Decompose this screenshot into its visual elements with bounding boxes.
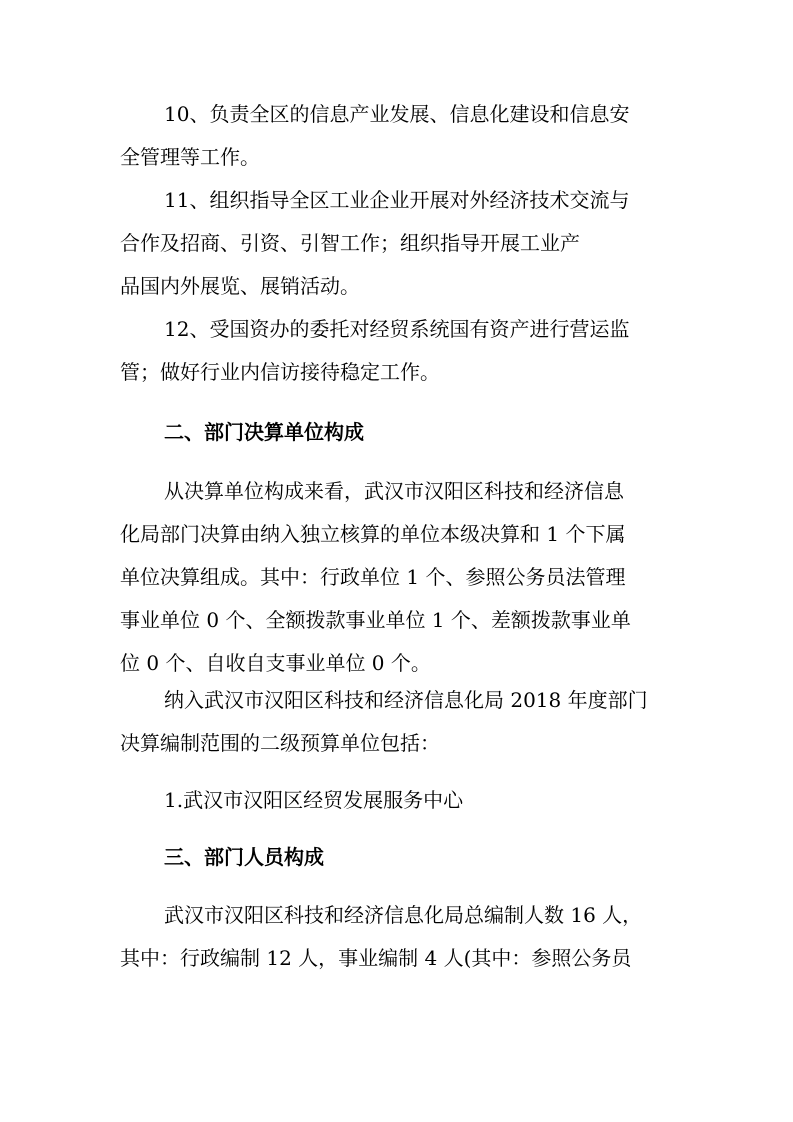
- section-2-heading: 二、部门决算单位构成: [164, 420, 364, 444]
- item-12-line-2: 管；做好行业内信访接待稳定工作。: [120, 360, 440, 384]
- section-2-list-item-1: 1.武汉市汉阳区经贸发展服务中心: [164, 788, 464, 812]
- section-3-para-1-line-2: 其中：行政编制 12 人，事业编制 4 人(其中：参照公务员: [120, 946, 632, 970]
- item-11-line-3: 品国内外展览、展销活动。: [120, 274, 360, 298]
- section-2-para-2-line-2: 决算编制范围的二级预算单位包括：: [120, 731, 440, 755]
- section-3-para-1-line-1: 武汉市汉阳区科技和经济信息化局总编制人数 16 人，: [164, 903, 643, 927]
- section-2-para-1-line-1: 从决算单位构成来看，武汉市汉阳区科技和经济信息: [164, 479, 624, 503]
- item-10-line-1: 10、负责全区的信息产业发展、信息化建设和信息安: [164, 102, 630, 126]
- section-2-para-1-line-3: 单位决算组成。其中：行政单位 1 个、参照公务员法管理: [120, 565, 626, 589]
- section-3-heading: 三、部门人员构成: [164, 845, 324, 869]
- item-12-line-1: 12、受国资办的委托对经贸系统国有资产进行营运监: [164, 317, 630, 341]
- section-2-para-2-line-1: 纳入武汉市汉阳区科技和经济信息化局 2018 年度部门: [164, 688, 648, 712]
- item-11-line-2: 合作及招商、引资、引智工作；组织指导开展工业产: [120, 231, 580, 255]
- section-2-para-1-line-2: 化局部门决算由纳入独立核算的单位本级决算和 1 个下属: [120, 522, 626, 546]
- section-2-para-1-line-5: 位 0 个、自收自支事业单位 0 个。: [120, 651, 431, 675]
- item-11-line-1: 11、组织指导全区工业企业开展对外经济技术交流与: [164, 188, 630, 212]
- section-2-para-1-line-4: 事业单位 0 个、全额拨款事业单位 1 个、差额拨款事业单: [120, 608, 631, 632]
- item-10-line-2: 全管理等工作。: [120, 145, 260, 169]
